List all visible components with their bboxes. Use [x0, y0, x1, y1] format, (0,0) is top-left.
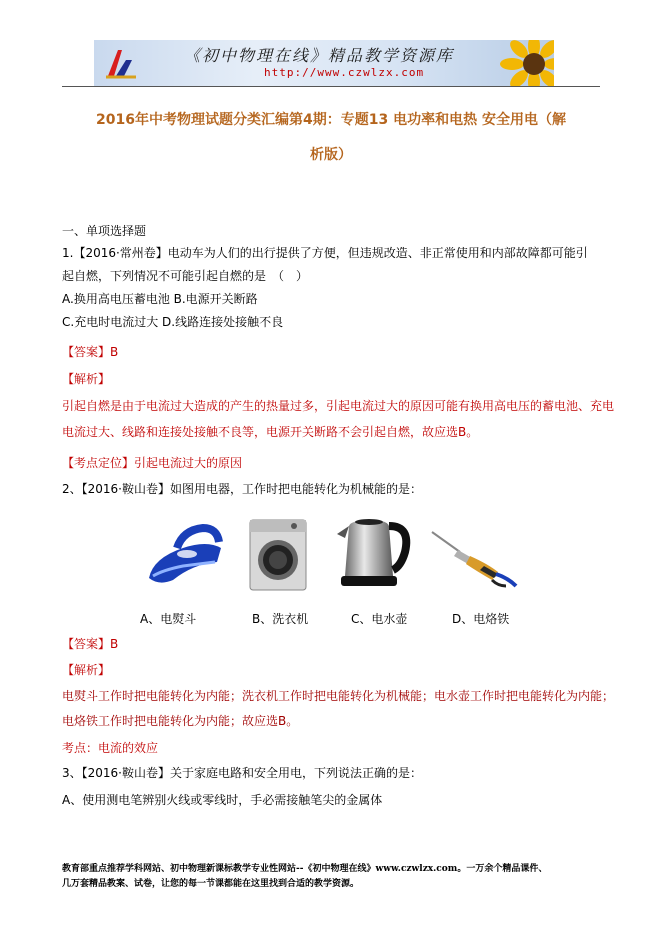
q2-knowledge-point: 考点：电流的效应	[62, 741, 159, 755]
q3-stem: 3、【2016·鞍山卷】关于家庭电路和安全用电，下列说法正确的是：	[62, 766, 422, 780]
q1-stem-line2: 起自燃，下列情况不可能引起自燃的是 （ ）	[62, 269, 309, 283]
header-divider	[62, 86, 600, 87]
sunflower-icon	[499, 40, 554, 86]
q2-analysis-line1: 电熨斗工作时把电能转化为内能；洗衣机工作时把电能转化为机械能；电水壶工作时把电能转化为内能；	[62, 689, 615, 703]
q2-caption-c: C、电水壶	[351, 612, 408, 626]
footer-line2: 几万套精品教案、试卷，让您的每一节课都能在这里找到合适的教学资源。	[62, 879, 360, 889]
q2-answer: 【答案】B	[62, 637, 119, 651]
site-logo-icon	[104, 46, 138, 80]
q1-answer: 【答案】B	[62, 345, 119, 359]
q2-caption-b: B、洗衣机	[252, 612, 309, 626]
q1-options-line2: C.充电时电流过大 D.线路连接处接触不良	[62, 315, 284, 329]
q1-analysis-line2: 电流过大、线路和连接处接触不良等，电源开关断路不会引起自燃，故应选B。	[62, 425, 479, 439]
soldering-iron-image	[428, 528, 520, 588]
washing-machine-image	[248, 518, 308, 592]
page-title-line2: 析版）	[310, 147, 352, 163]
footer-line1: 教育部重点推荐学科网站、初中物理新课标教学专业性网站--《初中物理在线》www.czwlzx.com。一万余个精品课件、	[62, 864, 548, 874]
q2-caption-d: D、电烙铁	[452, 612, 510, 626]
q2-analysis-label: 【解析】	[62, 663, 111, 677]
header-banner	[94, 40, 554, 86]
q3-option-a: A、使用测电笔辨别火线或零线时，手必需接触笔尖的金属体	[62, 793, 383, 807]
page-title-line1: 2016年中考物理试题分类汇编第4期：专题13 电功率和电热 安全用电（解	[96, 112, 566, 128]
banner-brand: 《初中物理在线》精品教学资源库	[184, 46, 455, 65]
q1-stem-line1: 1.【2016·常州卷】电动车为人们的出行提供了方便，但违规改造、非正常使用和内部故障都可能引	[62, 246, 588, 260]
q1-analysis-line1: 引起自燃是由于电流过大造成的产生的热量过多，引起电流过大的原因可能有换用高电压的蓄电池、充电	[62, 399, 615, 413]
section-heading: 一、单项选择题	[62, 224, 147, 238]
q2-caption-a: A、电熨斗	[140, 612, 197, 626]
electric-kettle-image	[335, 512, 413, 592]
iron-image	[143, 518, 225, 590]
q2-stem: 2、【2016·鞍山卷】如图用电器，工作时把电能转化为机械能的是：	[62, 482, 422, 496]
page-footer	[62, 862, 602, 892]
q1-analysis-label: 【解析】	[62, 372, 111, 386]
q1-options-line1: A.换用高电压蓄电池 B.电源开关断路	[62, 292, 258, 306]
q1-knowledge-point: 【考点定位】引起电流过大的原因	[62, 456, 243, 470]
q2-analysis-line2: 电烙铁工作时把电能转化为内能；故应选B。	[62, 714, 299, 728]
banner-url[interactable]: http://www.czwlzx.com	[264, 66, 425, 79]
